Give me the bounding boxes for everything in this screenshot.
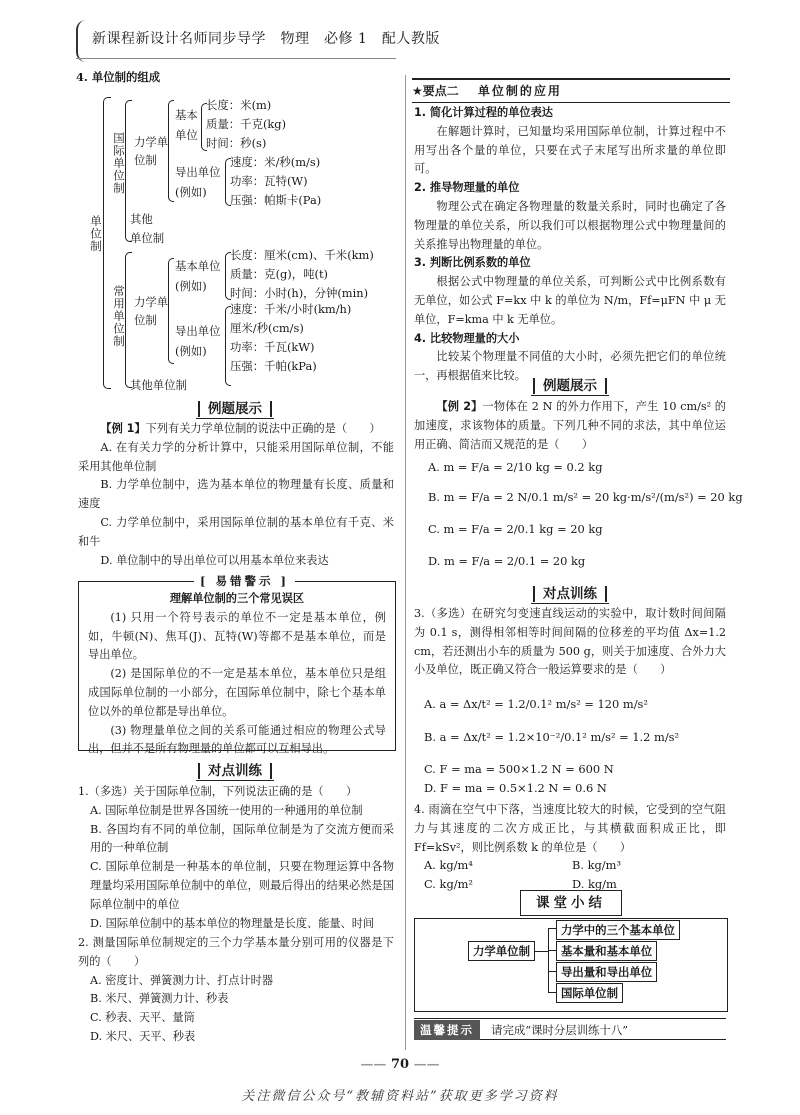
- tree-base1-b: 单位: [175, 128, 198, 142]
- summary-banner: 课堂小结: [520, 890, 622, 916]
- tip-bar: [414, 1018, 726, 1040]
- question-2-option-c: C. 秒表、天平、量筒: [90, 1011, 195, 1025]
- tree-mech2: 力学单位制: [134, 295, 169, 327]
- tree-press1: 压强：帕斯卡(Pa): [230, 193, 322, 207]
- question-2-option-b: B. 米尺、弹簧测力计、秒表: [90, 992, 229, 1006]
- banner-example-2-rule: [531, 395, 609, 396]
- tree-intl: 国际单位制: [112, 132, 126, 195]
- tree-der2-a: 导出单位: [175, 324, 221, 338]
- summary-root: 力学单位制: [468, 941, 535, 961]
- question-1-stem: 1.（多选）关于国际单位制，下列说法正确的是（ ）: [78, 785, 358, 798]
- question-2-stem: 2. 测量国际单位制规定的三个力学基本量分别可用的仪器是下列的（ ）: [78, 936, 394, 968]
- example-2: [414, 398, 726, 454]
- question-4: [414, 801, 726, 857]
- tree-time1: 时间：秒(s): [206, 136, 267, 150]
- tip-tag: 温馨提示: [414, 1020, 480, 1040]
- example-1-option-b: B. 力学单位制中，选为基本单位的物理量有长度、质量和速度: [78, 478, 394, 511]
- tree-mech1: 力学单位制: [134, 135, 169, 167]
- question-1-option-b: B. 各国均有不同的单位制，国际单位制是为了交流方便而采用的一种单位制: [90, 822, 394, 855]
- banner-practice-2-rule: [531, 603, 609, 604]
- tree-speed1: 速度：米/秒(m/s): [230, 155, 321, 169]
- brace-common: [125, 252, 132, 388]
- section-4-title: 4. 单位制的组成: [76, 70, 161, 84]
- key-point-bar: [412, 78, 730, 103]
- tree-power1: 功率：瓦特(W): [230, 174, 308, 188]
- example-2-option-c: C. m = F/a = 2/0.1 kg = 20 kg: [428, 522, 603, 536]
- column-divider: [405, 75, 406, 1050]
- question-3-stem: 3.（多选）在研究匀变速直线运动的实验中，取计数时间间隔为 0.1 s，测得相邻相等时间间隔的位移差的平均值 Δx=1.2 cm，若还测出小车的质量为 500 g，则关于加速度、合外力大小及单位，既正确又符合一般运算要求的是（ ）: [414, 607, 726, 677]
- brace-mech2: [168, 258, 174, 364]
- summary-item-1: 力学中的三个基本单位: [556, 920, 680, 940]
- example-1-stem: 下列有关力学单位制的说法中正确的是（ ）: [145, 422, 381, 435]
- example-2-option-a: A. m = F/a = 2/10 kg = 0.2 kg: [428, 460, 603, 474]
- banner-practice-1: 对点训练: [175, 759, 295, 779]
- tree-other1-a: 其他: [130, 212, 153, 226]
- banner-example-1: 例题展示: [175, 397, 295, 417]
- s4-body: 比较某个物理量不同值的大小时，必须先把它们的单位统一，再根据值来比较。: [414, 350, 726, 383]
- tree-speed2b: 厘米/秒(cm/s): [230, 321, 304, 335]
- question-4-stem: 4. 雨滴在空气中下落，当速度比较大的时候，它受到的空气阻力与其速度的二次方成正比，与其横截面积成正比，即 Ff=kSv²，则比例系数 k 的单位是（ ）: [414, 803, 726, 854]
- summary-item-4: 国际单位制: [556, 983, 623, 1003]
- summary-tick-3: [548, 971, 556, 972]
- key-point-body: [414, 104, 726, 386]
- question-1-option-d: D. 国际单位制中的基本单位的物理量是长度、能量、时间: [90, 916, 375, 930]
- tree-mass2: 质量：克(g)，吨(t): [230, 267, 328, 281]
- s1-body: 在解题计算时，已知量均采用国际单位制，计算过程中不用写出各个量的单位，只要在式子末尾写出所求量的单位即可。: [414, 124, 726, 176]
- tree-base2-b: (例如): [175, 279, 207, 293]
- warning-tag: [ 易错警示 ]: [194, 573, 295, 589]
- question-4-option-d: D. kg/m: [572, 877, 617, 891]
- warning-content: [88, 590, 386, 759]
- warning-p2: (2) 是国际单位的不一定是基本单位，基本单位只是组成国际单位制的一小部分，在国际单位制中，除七个基本单位以外的单位都是导出单位。: [88, 667, 386, 718]
- s3-body: 根据公式中物理量的单位关系，可判断公式中比例系数有无单位，如公式 F=kx 中 k 的单位为 N/m，Ff=μFN 中 μ 无单位，F=kma 中 k 无单位。: [414, 275, 726, 326]
- tree-time2: 时间：小时(h)，分钟(min): [230, 286, 369, 300]
- question-2-option-d: D. 米尺、天平、秒表: [90, 1029, 196, 1043]
- header-rule: [76, 58, 396, 59]
- page-header: 新课程新设计名师同步导学 物理 必修 1 配人教版: [92, 31, 440, 47]
- tree-speed2a: 速度：千米/小时(km/h): [230, 302, 352, 316]
- banner-example-2: 例题展示: [510, 374, 630, 394]
- tree-der1-a: 导出单位: [175, 165, 221, 179]
- summary-tick-4: [548, 992, 556, 993]
- example-1: [78, 420, 394, 570]
- page-number-wrap: —— 70 ——: [360, 1057, 440, 1072]
- summary-item-3: 导出量和导出单位: [556, 962, 657, 982]
- question-4-option-b: B. kg/m³: [572, 858, 622, 872]
- question-3-option-d: D. F = ma = 0.5×1.2 N = 0.6 N: [424, 781, 607, 795]
- example-2-label: 【例 2】: [436, 400, 483, 413]
- question-4-option-c: C. kg/m²: [424, 877, 473, 891]
- question-2: [78, 934, 394, 1047]
- tree-other1-b: 单位制: [130, 231, 165, 245]
- footer-note: 关注微信公众号“教辅资料站”获取更多学习资料: [241, 1089, 559, 1104]
- question-3: [414, 605, 726, 680]
- warning-p3: (3) 物理量单位之间的关系可能通过相应的物理公式导出，但并不是所有物理量的单位都可以互相导出。: [88, 723, 386, 756]
- summary-item-2: 基本量和基本单位: [556, 941, 657, 961]
- tree-root: 单位制: [89, 215, 103, 253]
- s1-title: 1. 简化计算过程的单位表达: [414, 106, 553, 119]
- tip-text: 请完成“课时分层训练十八”: [491, 1023, 629, 1037]
- warning-p1: (1) 只用一个符号表示的单位不一定是基本单位，例如，牛顿(N)、焦耳(J)、瓦特(W)等都不是基本单位，而是导出单位。: [88, 610, 386, 662]
- brace-root: [103, 97, 111, 389]
- header-curve: [76, 20, 90, 62]
- tree-base1-a: 基本: [175, 108, 198, 122]
- question-3-option-c: C. F = ma = 500×1.2 N = 600 N: [424, 762, 614, 776]
- question-4-option-a: A. kg/m⁴: [424, 858, 473, 872]
- tree-mass1: 质量：千克(kg): [206, 117, 287, 131]
- tree-press2: 压强：千帕(kPa): [230, 359, 317, 373]
- s2-title: 2. 推导物理量的单位: [414, 181, 520, 195]
- summary-spine: [548, 928, 549, 992]
- summary-connector: [534, 951, 548, 952]
- summary-tick-1: [548, 928, 556, 929]
- question-3-option-a: A. a = Δx/t² = 1.2/0.1² m/s² = 120 m/s²: [424, 697, 648, 711]
- example-2-option-b: B. m = F/a = 2 N/0.1 m/s² = 20 kg·m/s²/(m/s²) = 20 kg: [428, 490, 743, 504]
- tree-base2-a: 基本单位: [175, 259, 221, 273]
- example-1-option-c: C. 力学单位制中，采用国际单位制的基本单位有千克、米和牛: [78, 515, 394, 548]
- summary-tick-2: [548, 950, 556, 951]
- tree-len2: 长度：厘米(cm)、千米(km): [230, 248, 374, 262]
- example-1-option-a: A. 在有关力学的分析计算中，只能采用国际单位制，不能采用其他单位制: [78, 440, 394, 473]
- brace-mech1: [168, 100, 174, 202]
- s2-body: 物理公式在确定各物理量的数量关系时，同时也确定了各物理量的单位关系，所以我们可以根据物理公式中物理量间的关系推导出物理量的单位。: [414, 199, 726, 251]
- example-1-label: 【例 1】: [100, 422, 146, 435]
- tree-der2-b: (例如): [175, 344, 207, 358]
- question-3-option-b: B. a = Δx/t² = 1.2×10⁻²/0.1² m/s² = 1.2 m/s²: [424, 730, 680, 744]
- tree-len1: 长度：米(m): [206, 98, 272, 112]
- key-point-title: 单位制的应用: [477, 84, 562, 98]
- warning-title: 理解单位制的三个常见误区: [169, 592, 305, 605]
- s4-title: 4. 比较物理量的大小: [414, 331, 520, 345]
- example-1-option-d: D. 单位制中的导出单位可以用基本单位来表达: [100, 553, 329, 567]
- tree-der1-b: (例如): [175, 185, 207, 199]
- tree-power2: 功率：千瓦(kW): [230, 340, 315, 354]
- banner-practice-1-rule: [196, 780, 274, 781]
- example-2-stem: 一物体在 2 N 的外力作用下，产生 10 cm/s² 的加速度，求该物体的质量。下列几种不同的求法，其中单位运用正确、简洁而又规范的是（ ）: [414, 400, 726, 451]
- key-point-star: ★要点二: [412, 84, 459, 98]
- tree-other2: 其他单位制: [130, 378, 187, 392]
- tree-common: 常用单位制: [112, 285, 126, 348]
- s3-title: 3. 判断比例系数的单位: [414, 256, 531, 270]
- question-1-option-a: A. 国际单位制是世界各国统一使用的一种通用的单位制: [90, 803, 363, 817]
- example-2-option-d: D. m = F/a = 2/0.1 = 20 kg: [428, 554, 586, 568]
- banner-practice-2: 对点训练: [510, 582, 630, 602]
- banner-example-1-rule: [196, 418, 274, 419]
- question-1: [78, 783, 394, 933]
- question-1-option-c: C. 国际单位制是一种基本的单位制，只要在物理运算中各物理量均采用国际单位制中的单位，则最后得出的结果必然是国际单位制中的单位: [90, 860, 394, 911]
- page-number: 70: [390, 1057, 410, 1072]
- question-2-option-a: A. 密度计、弹簧测力计、打点计时器: [90, 973, 274, 987]
